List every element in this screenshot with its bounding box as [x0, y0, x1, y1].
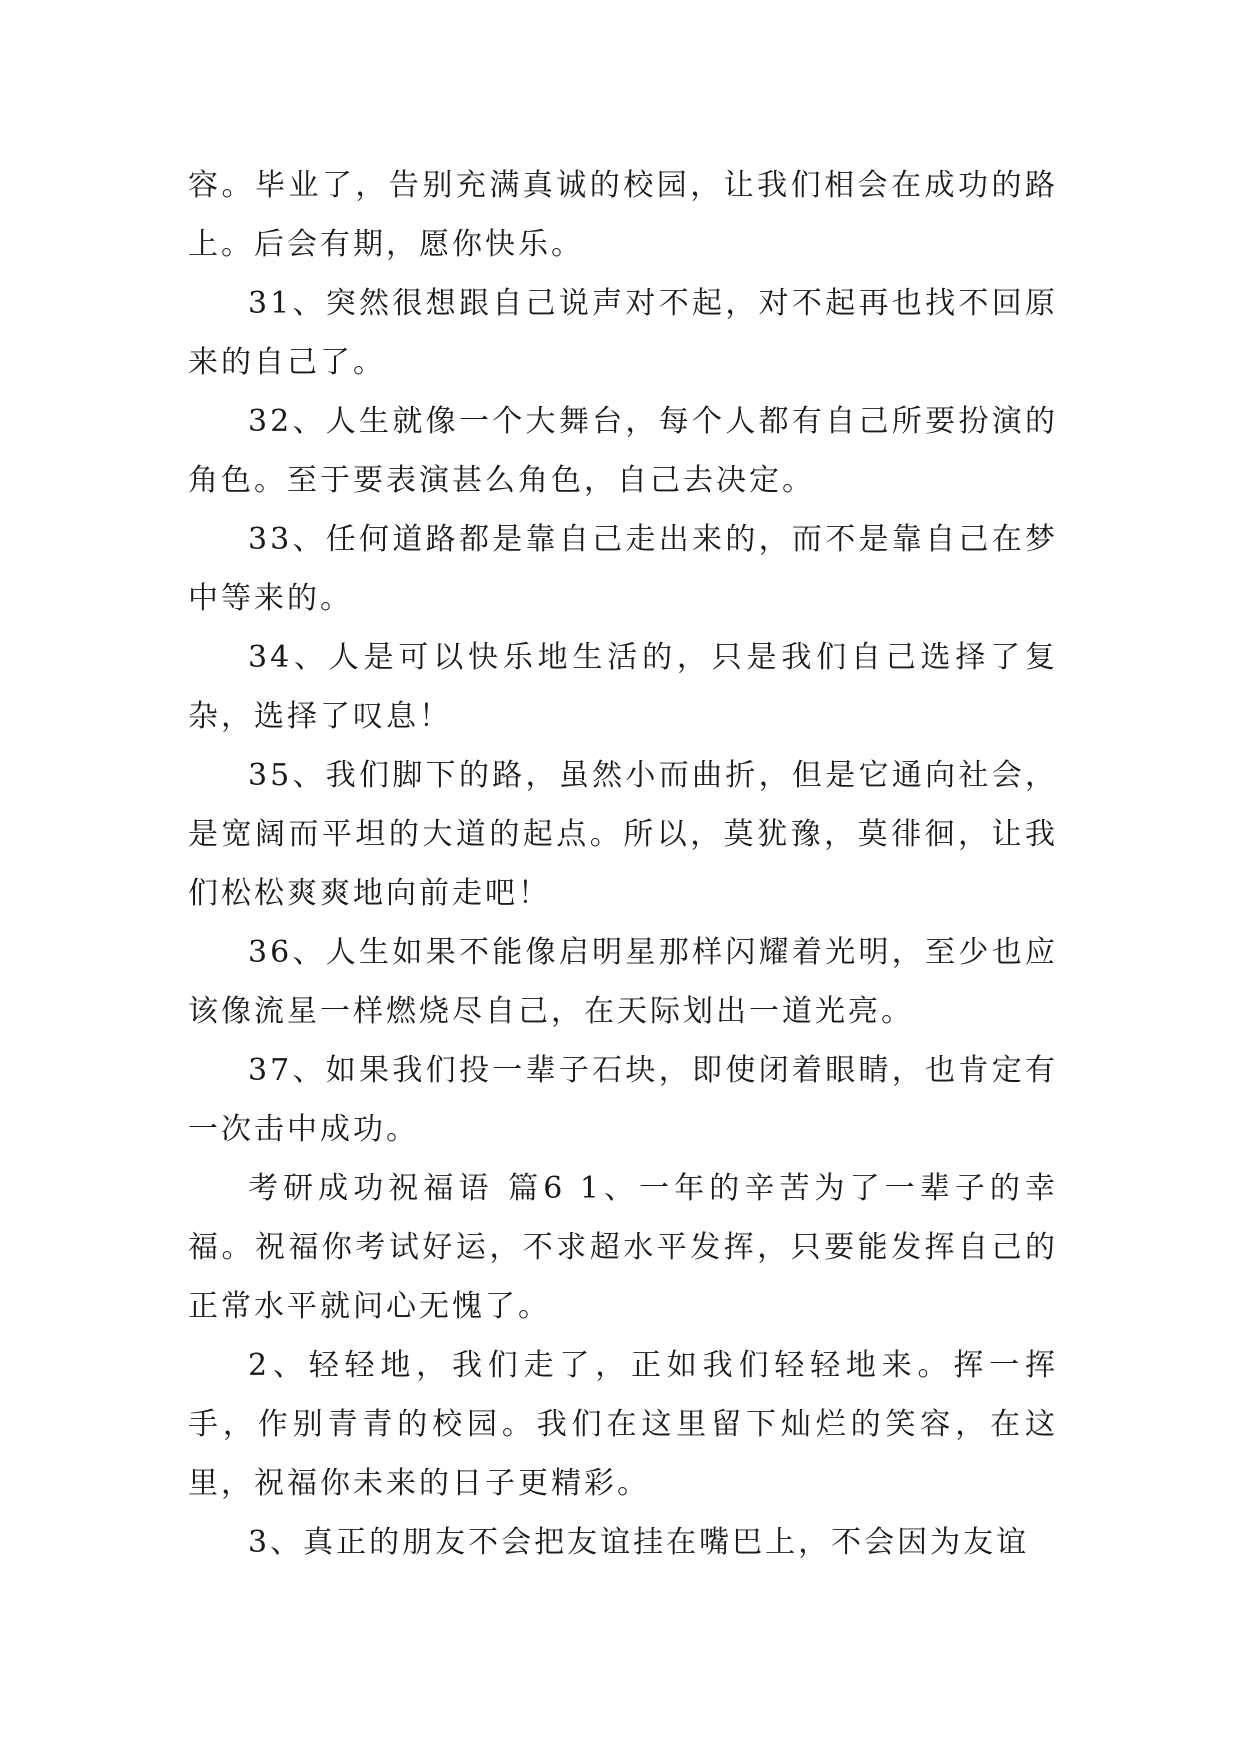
paragraph-2: 2、轻轻地，我们走了，正如我们轻轻地来。挥一挥手，作别青青的校园。我们在这里留下灿烂的笑容，在这里，祝福你未来的日子更精彩。	[188, 1348, 1058, 1501]
paragraph-32: 32、人生就像一个大舞台，每个人都有自己所要扮演的角色。至于要表演甚么角色，自己去决定。	[188, 404, 1058, 498]
paragraph-33: 33、任何道路都是靠自己走出来的，而不是靠自己在梦中等来的。	[188, 522, 1058, 616]
paragraph-36: 36、人生如果不能像启明星那样闪耀着光明，至少也应该像流星一样燃烧尽自己，在天际划出一道光亮。	[188, 935, 1058, 1029]
paragraph-34: 34、人是可以快乐地生活的，只是我们自己选择了复杂，选择了叹息！	[188, 640, 1058, 734]
paragraph-35: 35、我们脚下的路，虽然小而曲折，但是它通向社会，是宽阔而平坦的大道的起点。所以，莫犹豫，莫徘徊，让我们松松爽爽地向前走吧！	[188, 758, 1058, 911]
paragraph-31: 31、突然很想跟自己说声对不起，对不起再也找不回原来的自己了。	[188, 286, 1058, 380]
paragraph-3: 3、真正的朋友不会把友谊挂在嘴巴上，不会因为友谊	[248, 1525, 1030, 1560]
paragraph-continuation: 容。毕业了，告别充满真诚的校园，让我们相会在成功的路上。后会有期，愿你快乐。	[188, 168, 1058, 262]
section-heading-paragraph: 考研成功祝福语 篇6 1、一年的辛苦为了一辈子的幸福。祝福你考试好运，不求超水平发挥，只要能发挥自己的正常水平就问心无愧了。	[188, 1171, 1058, 1324]
document-body	[188, 156, 1058, 1572]
paragraph-37: 37、如果我们投一辈子石块，即使闭着眼睛，也肯定有一次击中成功。	[188, 1053, 1058, 1147]
